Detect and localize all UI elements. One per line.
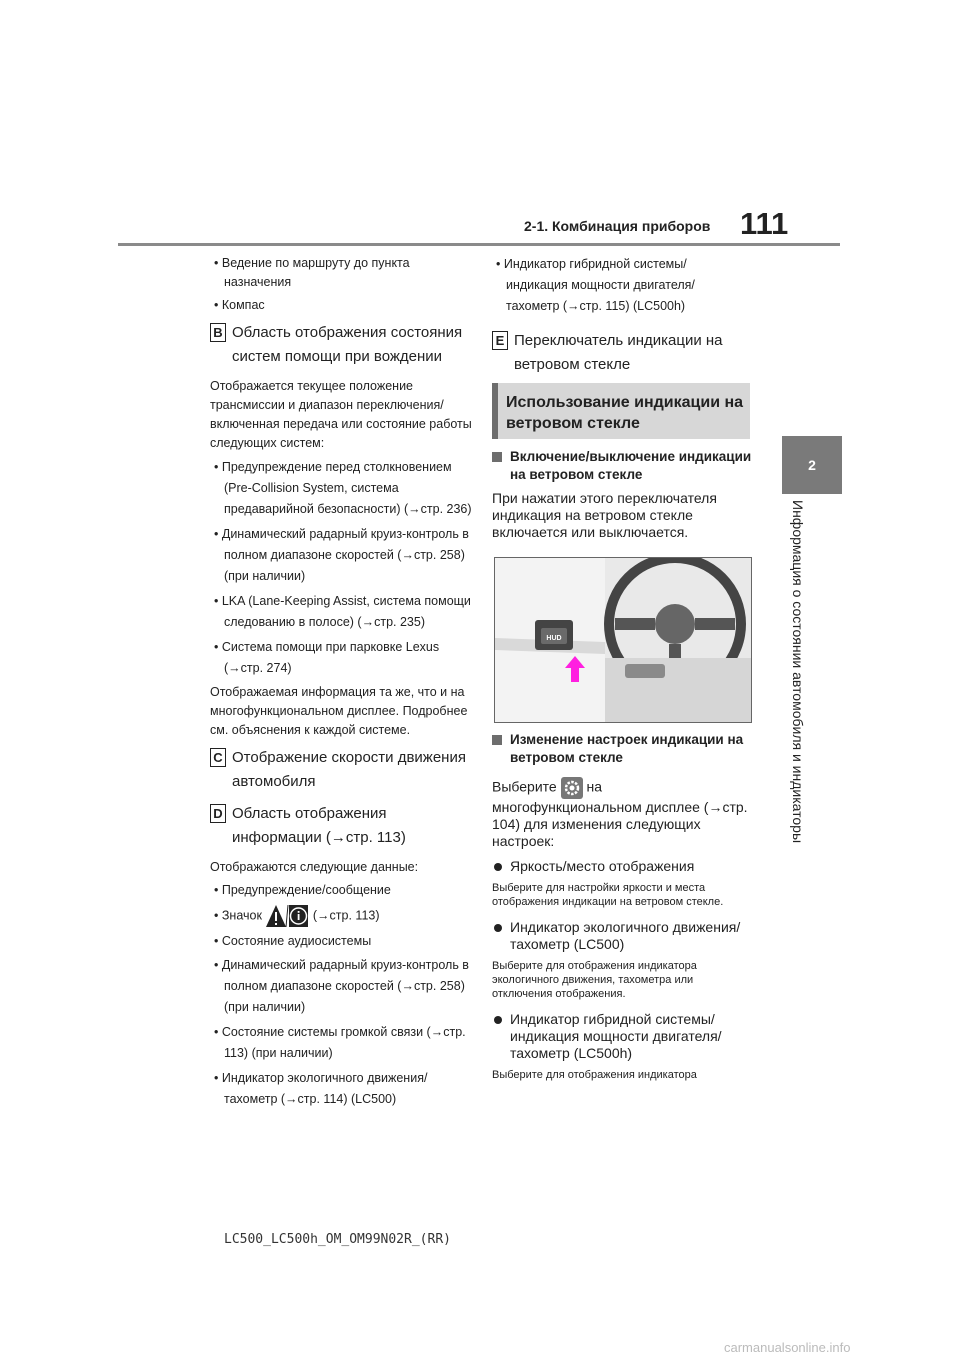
chapter-tab: 2 [782, 436, 842, 494]
section-header: 2-1. Комбинация приборов [524, 218, 711, 234]
setting-item-desc: Выберите для отображения индикатора экологичного движения, тахометра или отключения отображения. [492, 960, 697, 1000]
hud-switch-photo [494, 557, 752, 723]
list-item: • Динамический радарный круиз-контроль в полном диапазоне скоростей (→стр. 258) (при наличии) [214, 958, 469, 1014]
subheading: Включение/выключение индикации на ветровом стекле [492, 448, 752, 484]
list-item: • Ведение по маршруту до пункта назначения [214, 256, 410, 289]
paragraph: Отображаемая информация та же, что и на многофункциональном дисплее. Подробнее см. объяснения к каждой системе. [210, 685, 468, 737]
setting-item-desc: Выберите для отображения индикатора [492, 1069, 697, 1081]
paragraph: Отображается текущее положение трансмиссии и диапазон переключения/включенная передача или состояние работы следующих систем: [210, 379, 472, 450]
header-rule [118, 243, 840, 246]
heading-c: C Отображение скорости движения автомобиля [210, 746, 472, 794]
list-item: • Состояние аудиосистемы [214, 934, 372, 948]
right-column-settings [492, 731, 752, 1082]
heading-d: D Область отображения информации (→стр. 113) [210, 802, 472, 850]
chapter-side-title: Информация о состоянии автомобиля и индикаторы [790, 500, 806, 844]
section-title-box: Использование индикации на ветровом стекле [492, 383, 750, 439]
list-item: • Индикатор гибридной системы/индикация мощности двигателя/тахометр (→стр. 115) (LC500h) [496, 257, 695, 313]
right-column-top [492, 254, 742, 385]
label-badge: B [210, 323, 226, 342]
list-item: • Система помощи при парковке Lexus (→стр. 274) [214, 640, 440, 675]
heading-b: B Область отображения состояния систем помощи при вождении [210, 321, 472, 369]
subheading: Изменение настроек индикации на ветровом стекле [492, 731, 752, 767]
list-item: • Компас [214, 298, 265, 312]
hud-button-label: HUD [546, 635, 562, 642]
watermark: carmanualsonline.info [724, 1340, 851, 1355]
footer-code: LC500_LC500h_OM_OM99N02R_(RR) [224, 1232, 451, 1247]
list-item: • Индикатор экологичного движения/тахометр (→стр. 114) (LC500) [214, 1071, 428, 1106]
setting-item-title: Яркость/место отображения [492, 858, 752, 875]
setting-item-desc: Выберите для настройки яркости и места отображения индикации на ветровом стекле. [492, 882, 724, 908]
setting-item-title: Индикатор гибридной системы/индикация мощности двигателя/тахометр (LC500h) [492, 1011, 752, 1062]
label-badge: C [210, 748, 226, 767]
paragraph: Выберите на многофункциональном дисплее (→стр. 104) для изменения следующих настроек: [492, 778, 748, 849]
paragraph: При нажатии этого переключателя индикация на ветровом стекле включается или выключается. [492, 490, 717, 540]
label-badge: E [492, 331, 508, 350]
right-column-body [492, 448, 752, 541]
page-number: 111 [740, 206, 789, 241]
list-item: • Значок (→стр. 113) [210, 904, 472, 928]
list-item: • Динамический радарный круиз-контроль в полном диапазоне скоростей (→стр. 258) (при наличии) [214, 527, 469, 583]
list-item: • Состояние системы громкой связи (→стр. 113) (при наличии) [214, 1025, 466, 1060]
setting-item-title: Индикатор экологичного движения/тахометр (LC500) [492, 919, 752, 953]
paragraph: Отображаются следующие данные: [210, 860, 419, 874]
list-item: • Предупреждение/сообщение [214, 883, 391, 897]
list-item: • Предупреждение перед столкновением (Pre-Collision System, система предаварийной безопасности) (→стр. 236) [214, 460, 472, 516]
heading-e: E Переключатель индикации на ветровом стекле [492, 329, 742, 377]
settings-gear-icon [561, 777, 583, 799]
list-item: • LKA (Lane-Keeping Assist, система помощи следованию в полосе) (→стр. 235) [214, 594, 471, 629]
left-column [210, 254, 472, 1114]
label-badge: D [210, 804, 226, 823]
warning-info-icon [265, 904, 309, 928]
